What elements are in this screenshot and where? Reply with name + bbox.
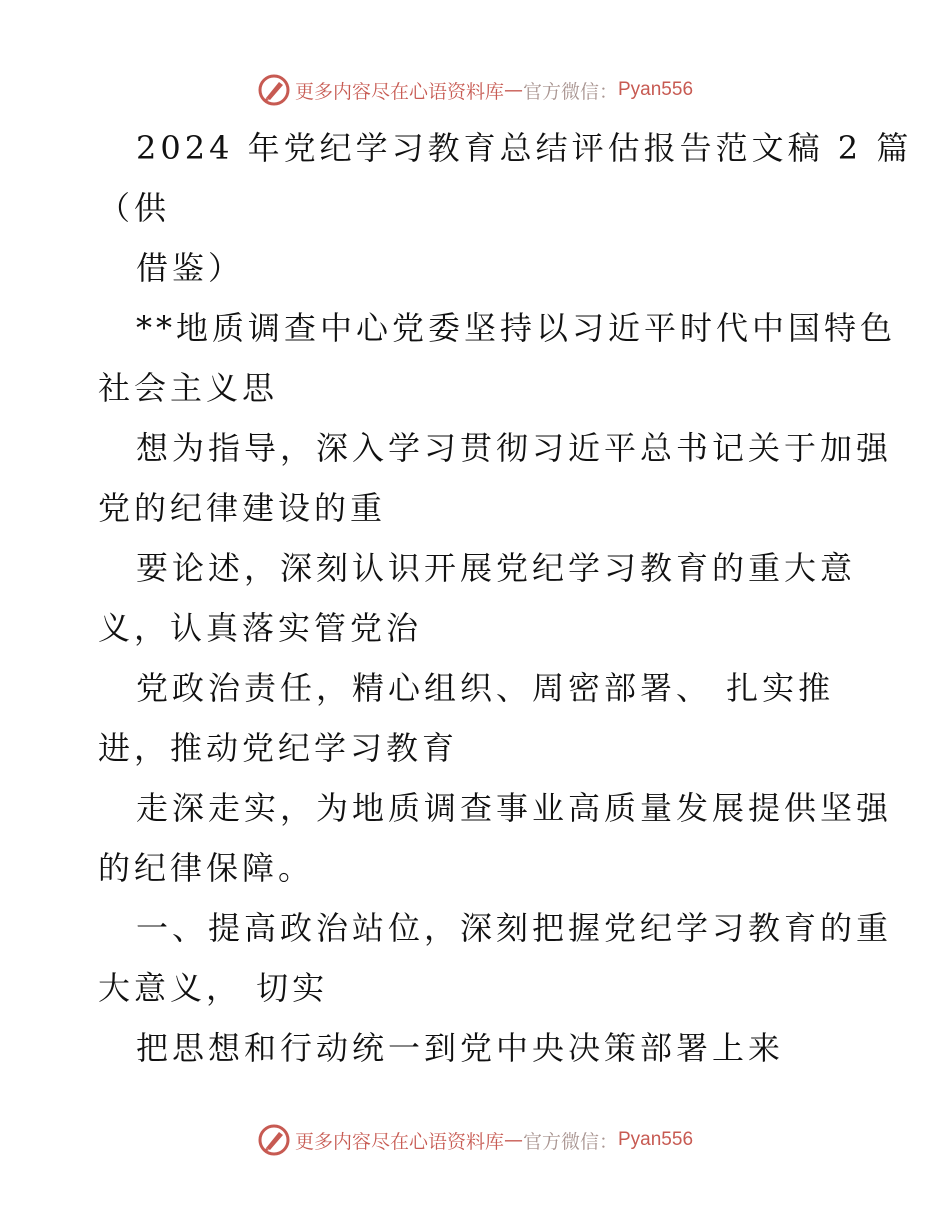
paragraph-line: 义，认真落实管党治 [98,609,423,647]
header-banner [0,70,950,110]
section-heading-line: 一、提高政治站位，深刻把握党纪学习教育的重 [136,909,893,947]
banner-main-text: 更多内容尽在心语资料库 [294,1130,504,1153]
banner-wechat-id: Pyan556 [618,79,694,100]
paragraph-line: 党的纪律建设的重 [98,489,387,527]
banner-separator: — [503,79,523,101]
banner-wechat-label: 官方微信： [522,80,618,103]
paragraph-line: 党政治责任，精心组织、周密部署、 扎实推 [136,669,835,707]
banner-wechat-id: Pyan556 [618,1129,694,1150]
paragraph-line: 走深走实，为地质调查事业高质量发展提供坚强 [136,789,893,827]
section-heading-line: 把思想和行动统一到党中央决策部署上来 [136,1029,785,1067]
paragraph-line: 想为指导，深入学习贯彻习近平总书记关于加强 [136,429,893,467]
paragraph-line: **地质调查中心党委坚持以习近平时代中国特色 [136,309,897,347]
paragraph-line: 的纪律保障。 [98,849,315,887]
banner-main-text: 更多内容尽在心语资料库 [294,80,504,103]
paragraph-line: 要论述，深刻认识开展党纪学习教育的重大意 [136,549,857,587]
title-line: 2024 年党纪学习教育总结评估报告范文稿 2 篇 [136,129,913,167]
banner-wechat-label: 官方微信： [522,1130,618,1153]
pen-logo-icon [257,1123,291,1157]
title-line-cont: （供 [98,189,171,227]
title-line-end: 借鉴） [136,249,245,287]
footer-banner [0,1120,950,1160]
paragraph-line: 进，推动党纪学习教育 [98,729,459,767]
section-heading-line: 大意义， 切实 [98,969,329,1007]
document-body [98,118,913,1078]
paragraph-line: 社会主义思 [98,369,279,407]
banner-separator: — [503,1129,523,1151]
pen-logo-icon [257,73,291,107]
